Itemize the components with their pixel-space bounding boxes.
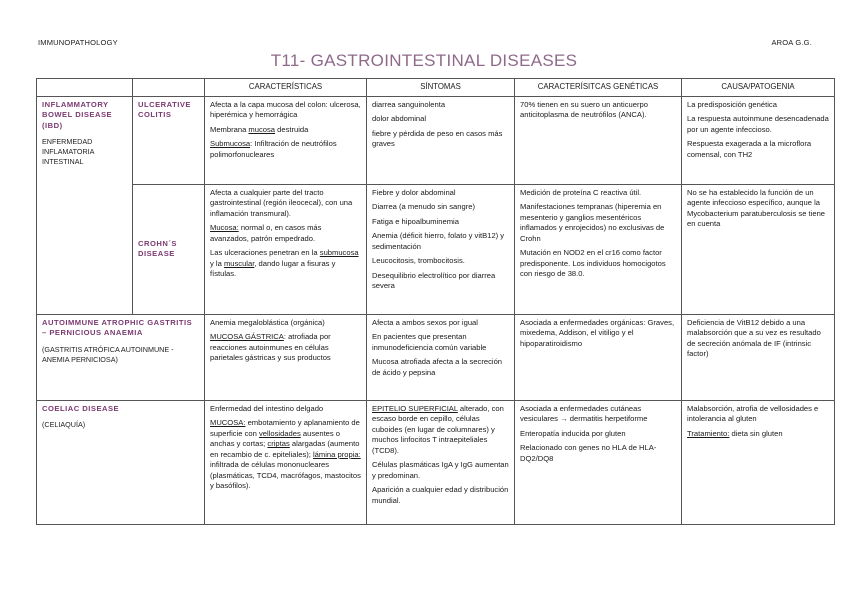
uc-sin-3: fiebre y pérdida de peso en casos más graves [372, 128, 503, 149]
coeliac-name: COELIAC DISEASE [42, 403, 120, 413]
col-header-geneticas: CARACTERÍSITCAS GENÉTICAS [515, 79, 682, 97]
header-course-label: IMMUNOPATHOLOGY [38, 38, 118, 47]
cd-sin-2: Diarrea (a menudo sin sangre) [372, 202, 475, 212]
cd-gen-3: Mutación en NOD2 en el cr16 como factor predisponente. Los individuos homocigotos con riesgo de 38.0. [520, 248, 666, 279]
coeliac-cau-1: Malabsorción, atrofia de vellosidades e intolerancia al gluten [687, 403, 819, 424]
coeliac-gen-1: Asociada a enfermedades cutáneas vesiculares → dermatitis herpetiforme [520, 403, 648, 424]
aag-causa [682, 314, 835, 400]
uc-caracteristicas [205, 96, 367, 184]
cd-geneticas [515, 184, 682, 314]
aag-sintomas [367, 314, 515, 400]
header-empty-cell [37, 79, 133, 97]
uc-sin-2: dolor abdominal [372, 114, 427, 124]
coeliac-sintomas [367, 400, 515, 524]
coeliac-sin-2: Células plasmáticas IgA y IgG aumentan y predominan. [372, 460, 509, 480]
cd-car-3: Las ulceraciones penetran en la submucosa y la muscular, dando lugar a fisuras y fístulas. [210, 248, 359, 279]
uc-car-2: Membrana mucosa destruida [210, 124, 309, 134]
uc-car-1: Afecta a la capa mucosa del colon: ulcerosa, hiperémica y hemorrágica [210, 99, 361, 120]
cd-sin-1: Fiebre y dolor abdominal [372, 187, 456, 197]
uc-sin-1: diarrea sanguinolenta [372, 99, 446, 109]
uc-causa [682, 96, 835, 184]
col-header-caracteristicas: CARACTERÍSTICAS [205, 79, 367, 97]
table-header-row [37, 79, 835, 97]
cd-causa [682, 184, 835, 314]
header-empty-cell [133, 79, 205, 97]
aag-subtitle: (GASTRITIS ATRÓFICA AUTOINMUNE - ANEMIA PERNICIOSA) [42, 344, 174, 364]
table-row [37, 96, 835, 184]
cd-name-cell [133, 184, 205, 314]
aag-name: AUTOIMMUNE ATROPHIC GASTRITIS – PERNICIOUS ANAEMIA [42, 317, 193, 338]
uc-cau-1: La predisposición genética [687, 99, 777, 109]
diseases-table [36, 78, 835, 525]
cd-sin-4: Anemia (déficit hierro, folato y vitB12) y sedimentación [372, 231, 505, 251]
cd-car-2: Mucosa: normal o, en casos más avanzados, patrón empedrado. [210, 223, 322, 243]
cd-caracteristicas [205, 184, 367, 314]
cd-sin-6: Desequilibrio electrolítico por diarrea severa [372, 270, 496, 291]
cd-cau-1: No se ha establecido la función de un agente infeccioso específico, aunque la Mycobacterium paratuberculosis se tiene en cuenta [687, 187, 826, 229]
coeliac-caracteristicas [205, 400, 367, 524]
uc-cau-3: Respuesta exagerada a la microflora comensal, con TH2 [687, 139, 812, 159]
ibd-group-name: INFLAMMATORY BOWEL DISEASE (IBD) [42, 99, 113, 130]
uc-sintomas [367, 96, 515, 184]
uc-name: ULCERATIVE COLITIS [138, 99, 191, 120]
coeliac-car-1: Enfermedad del intestino delgado [210, 403, 324, 413]
aag-sin-2: En pacientes que presentan inmunodeficiencia común variable [372, 332, 487, 352]
coeliac-geneticas [515, 400, 682, 524]
aag-caracteristicas [205, 314, 367, 400]
ibd-group-cell [37, 96, 133, 314]
aag-car-2: MUCOSA GÁSTRICA: atrofiada por reacciones autoinmunes en células parietales gástricas y sus productos [210, 332, 331, 363]
aag-sin-3: Mucosa atrofiada afecta a la secreción de ácido y pepsina [372, 357, 503, 377]
uc-cau-2: La respuesta autoinmune desencadenada por un agente infeccioso. [687, 114, 829, 134]
cd-gen-2: Manifestaciones tempranas (hiperemia en mesenterio y ganglios mesentéricos inflamados y enrojecidos) no exclusivas de Crohn [520, 202, 665, 243]
coeliac-causa [682, 400, 835, 524]
coeliac-car-2: MUCOSA: embotamiento y aplanamiento de superficie con vellosidades ausentes o anchas y cortas; criptas alargadas (aumento en recambio de c. epiteliales); lámina propia: infiltrada de células mononucleares (plasmáticas, TCD4, macrófagos, mastocitos y basófilos). [210, 418, 361, 491]
coeliac-name-cell [37, 400, 205, 524]
coeliac-subtitle: (CELIAQUÍA) [42, 420, 86, 430]
ibd-group-subtitle: ENFERMEDAD INFLAMATORIA INTESTINAL [42, 137, 95, 167]
aag-geneticas [515, 314, 682, 400]
page-title: T11- GASTROINTESTINAL DISEASES [270, 51, 578, 70]
uc-geneticas [515, 96, 682, 184]
uc-gen-1: 70% tienen en su suero un anticuerpo anticitoplasma de neutrófilos (ANCA). [520, 99, 648, 120]
coeliac-gen-3: Relacionado con genes no HLA de HLA-DQ2/DQ8 [520, 443, 657, 463]
cd-sintomas [367, 184, 515, 314]
aag-name-cell [37, 314, 205, 400]
coeliac-sin-1: EPITELIO SUPERFICIAL alterado, con escaso borde en cepillo, células cuboides (en lugar de columnares) y muchos linfocitos T intraepiteliales (TCD8). [372, 403, 504, 455]
aag-gen-1: Asociada a enfermedades orgánicas: Graves, mixedema, Addison, el vitiligo y el hipoparatiroidismo [520, 317, 675, 348]
cd-sin-3: Fatiga e hipoalbuminemia [372, 216, 459, 226]
table-row [37, 314, 835, 400]
coeliac-cau-2: Tratamiento: dieta sin gluten [687, 428, 783, 438]
cd-name: CROHN´S DISEASE [138, 238, 177, 259]
col-header-causa: CAUSA/PATOGENIA [682, 79, 835, 97]
cd-gen-1: Medición de proteína C reactiva útil. [520, 187, 642, 197]
table-row [37, 184, 835, 314]
header-author-label: AROA G.G. [771, 38, 812, 47]
table-row [37, 400, 835, 524]
coeliac-sin-3: Aparición a cualquier edad y distribución mundial. [372, 485, 509, 505]
cd-car-1: Afecta a cualquier parte del tracto gastrointestinal (región ileocecal), con una inflamación transmural). [210, 187, 353, 218]
col-header-sintomas: SÍNTOMAS [367, 79, 515, 97]
uc-name-cell [133, 96, 205, 184]
aag-sin-1: Afecta a ambos sexos por igual [372, 317, 478, 327]
cd-sin-5: Leucocitosis, trombocitosis. [372, 256, 465, 266]
aag-car-1: Anemia megaloblástica (orgánica) [210, 317, 325, 327]
uc-car-3: Submucosa: Infiltración de neutrófilos polimorfonucleares [210, 139, 337, 159]
coeliac-gen-2: Enteropatía inducida por gluten [520, 428, 626, 438]
aag-cau-1: Deficiencia de VitB12 debido a una malabsorción que a su vez es resultado de secreción anómala de IF (intrinsic factor) [687, 317, 821, 359]
